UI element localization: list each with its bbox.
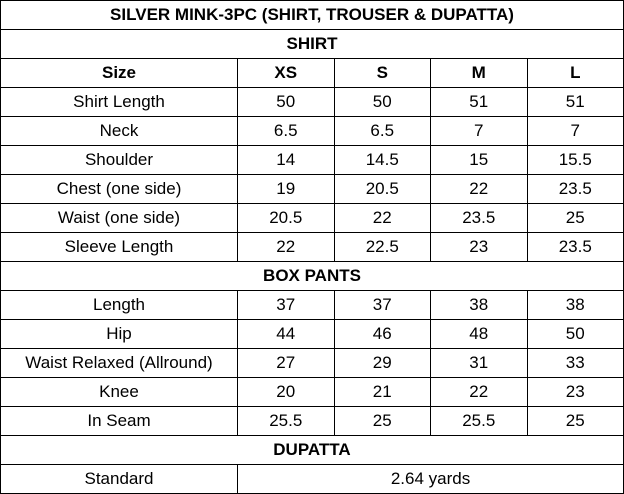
row-label: In Seam xyxy=(1,407,238,436)
cell-value: 20 xyxy=(238,378,335,407)
row-label: Shirt Length xyxy=(1,88,238,117)
box-pants-row xyxy=(1,320,624,349)
cell-value: 46 xyxy=(334,320,431,349)
row-label: Length xyxy=(1,291,238,320)
chart-title: SILVER MINK-3PC (SHIRT, TROUSER & DUPATTA) xyxy=(1,1,624,30)
cell-value: 20.5 xyxy=(238,204,335,233)
size-header-label: Size xyxy=(1,59,238,88)
cell-value: 22 xyxy=(431,175,528,204)
shirt-row xyxy=(1,88,624,117)
cell-value: 51 xyxy=(431,88,528,117)
cell-value: 50 xyxy=(334,88,431,117)
box-pants-row xyxy=(1,291,624,320)
cell-value: 51 xyxy=(527,88,624,117)
title-row xyxy=(1,1,624,30)
cell-value: 21 xyxy=(334,378,431,407)
row-label: Hip xyxy=(1,320,238,349)
row-label: Chest (one side) xyxy=(1,175,238,204)
cell-value: 6.5 xyxy=(334,117,431,146)
cell-value: 23.5 xyxy=(431,204,528,233)
cell-value: 48 xyxy=(431,320,528,349)
cell-value: 25.5 xyxy=(431,407,528,436)
cell-value: 25 xyxy=(334,407,431,436)
cell-value: 15.5 xyxy=(527,146,624,175)
dupatta-section-heading: DUPATTA xyxy=(1,436,624,465)
cell-value: 7 xyxy=(527,117,624,146)
cell-value: 7 xyxy=(431,117,528,146)
shirt-section-row xyxy=(1,30,624,59)
row-label: Neck xyxy=(1,117,238,146)
cell-value: 23.5 xyxy=(527,175,624,204)
cell-value: 37 xyxy=(238,291,335,320)
shirt-row xyxy=(1,204,624,233)
cell-value: 25.5 xyxy=(238,407,335,436)
cell-value: 27 xyxy=(238,349,335,378)
box-pants-section-row xyxy=(1,262,624,291)
cell-value: 20.5 xyxy=(334,175,431,204)
box-pants-row xyxy=(1,407,624,436)
cell-value: 14 xyxy=(238,146,335,175)
size-header-s: S xyxy=(334,59,431,88)
cell-value: 14.5 xyxy=(334,146,431,175)
cell-value: 33 xyxy=(527,349,624,378)
shirt-row xyxy=(1,175,624,204)
box-pants-section-heading: BOX PANTS xyxy=(1,262,624,291)
cell-value: 38 xyxy=(431,291,528,320)
box-pants-row xyxy=(1,349,624,378)
cell-value: 15 xyxy=(431,146,528,175)
cell-value: 29 xyxy=(334,349,431,378)
cell-value: 23 xyxy=(527,378,624,407)
cell-value: 23.5 xyxy=(527,233,624,262)
cell-value: 22 xyxy=(431,378,528,407)
box-pants-row xyxy=(1,378,624,407)
cell-value: 6.5 xyxy=(238,117,335,146)
dupatta-label: Standard xyxy=(1,465,238,494)
cell-value: 22 xyxy=(334,204,431,233)
cell-value: 50 xyxy=(527,320,624,349)
dupatta-section-row xyxy=(1,436,624,465)
cell-value: 22.5 xyxy=(334,233,431,262)
cell-value: 31 xyxy=(431,349,528,378)
cell-value: 25 xyxy=(527,204,624,233)
size-header-xs: XS xyxy=(238,59,335,88)
row-label: Waist (one side) xyxy=(1,204,238,233)
cell-value: 44 xyxy=(238,320,335,349)
size-header-m: M xyxy=(431,59,528,88)
row-label: Shoulder xyxy=(1,146,238,175)
row-label: Waist Relaxed (Allround) xyxy=(1,349,238,378)
size-header-l: L xyxy=(527,59,624,88)
row-label: Sleeve Length xyxy=(1,233,238,262)
cell-value: 50 xyxy=(238,88,335,117)
cell-value: 38 xyxy=(527,291,624,320)
size-header-row xyxy=(1,59,624,88)
cell-value: 25 xyxy=(527,407,624,436)
cell-value: 19 xyxy=(238,175,335,204)
row-label: Knee xyxy=(1,378,238,407)
cell-value: 22 xyxy=(238,233,335,262)
shirt-section-heading: SHIRT xyxy=(1,30,624,59)
dupatta-value: 2.64 yards xyxy=(238,465,624,494)
dupatta-row xyxy=(1,465,624,494)
shirt-row xyxy=(1,146,624,175)
cell-value: 37 xyxy=(334,291,431,320)
shirt-row xyxy=(1,117,624,146)
cell-value: 23 xyxy=(431,233,528,262)
shirt-row xyxy=(1,233,624,262)
